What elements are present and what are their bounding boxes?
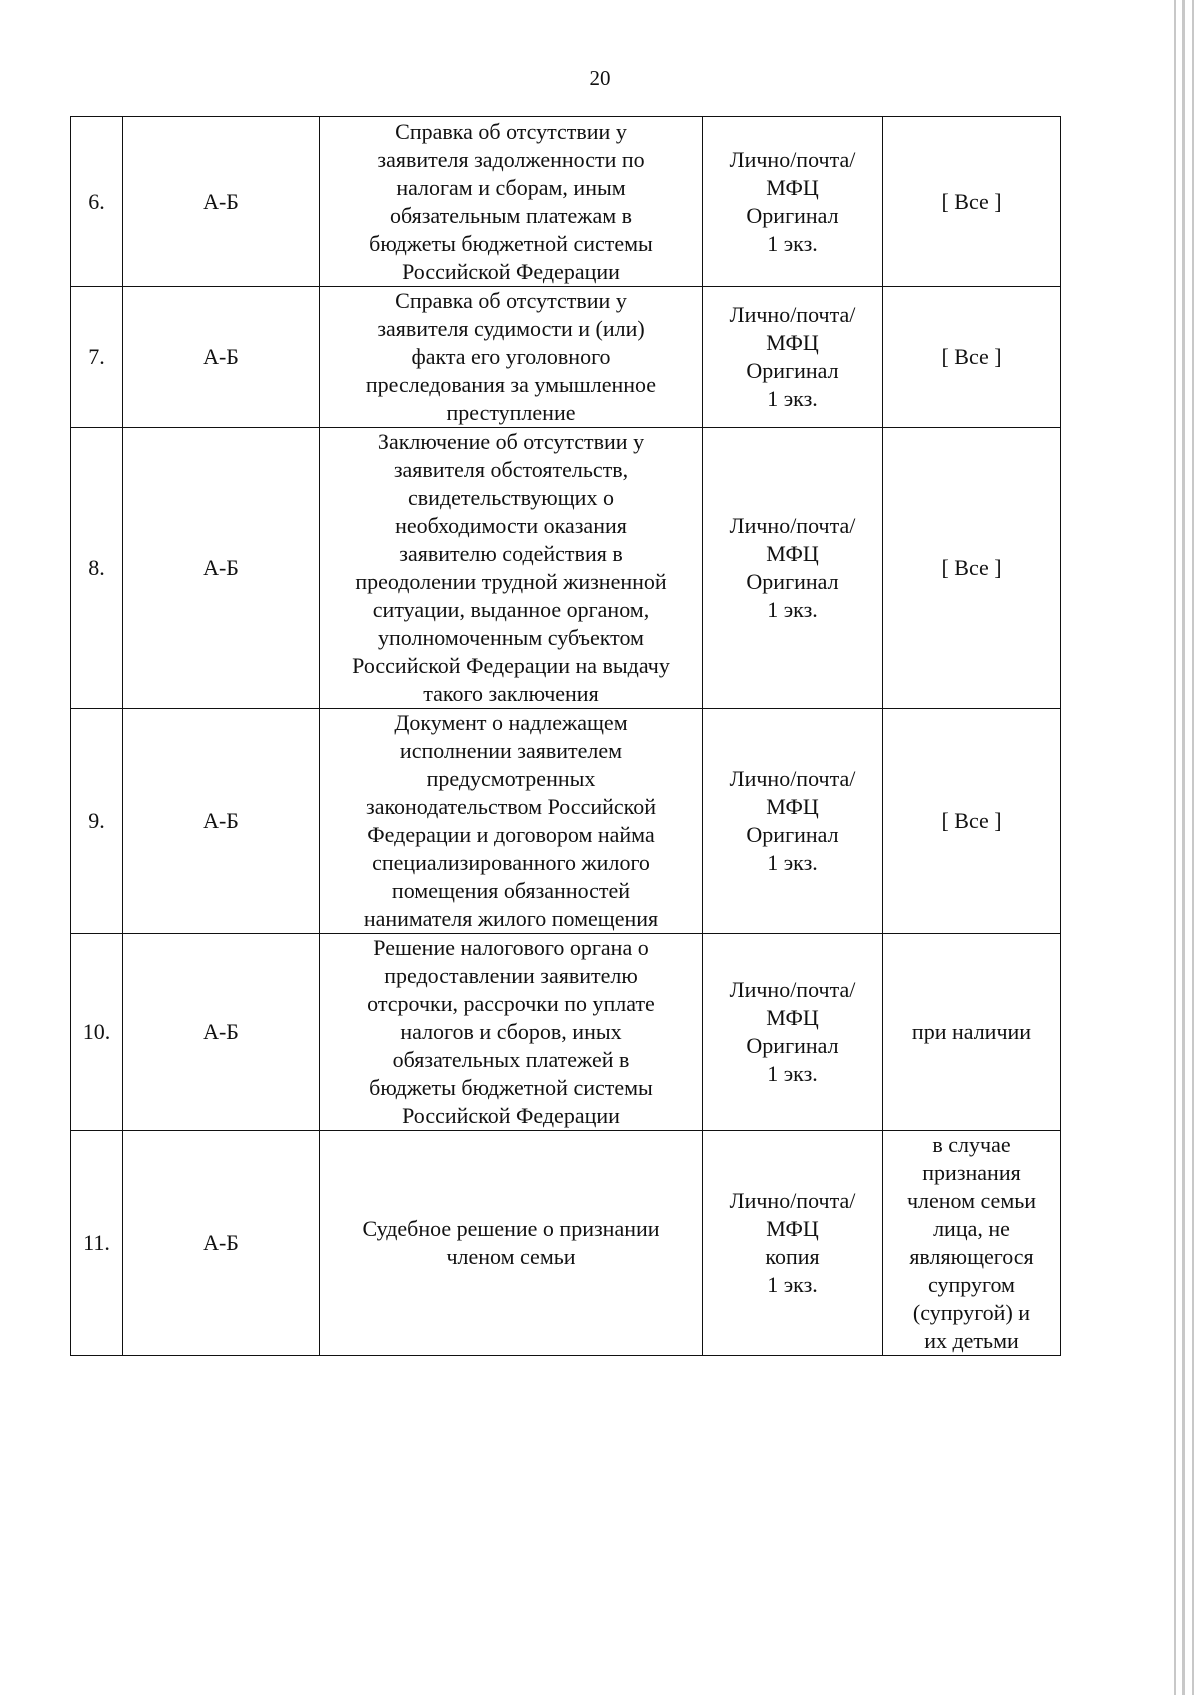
submission-method-cell: Лично/почта/ МФЦ Оригинал 1 экз. [703, 428, 883, 709]
table-row [71, 934, 1061, 1131]
document-name-cell: Решение налогового органа о предоставлении заявителю отсрочки, рассрочки по уплате налогов и сборов, иных обязательных платежей в бюджеты бюджетной системы Российской Федерации [320, 934, 703, 1131]
applicant-group-cell: А-Б [123, 934, 320, 1131]
condition-cell: [ Все ] [883, 709, 1061, 934]
submission-method-cell: Лично/почта/ МФЦ Оригинал 1 экз. [703, 709, 883, 934]
documents-table [70, 116, 1061, 1356]
document-name-cell: Справка об отсутствии у заявителя задолженности по налогам и сборам, иным обязательным платежам в бюджеты бюджетной системы Российской Федерации [320, 117, 703, 287]
condition-cell: [ Все ] [883, 428, 1061, 709]
table-row [71, 1131, 1061, 1356]
applicant-group-cell: А-Б [123, 709, 320, 934]
submission-method-cell: Лично/почта/ МФЦ копия 1 экз. [703, 1131, 883, 1356]
submission-method-cell: Лично/почта/ МФЦ Оригинал 1 экз. [703, 117, 883, 287]
submission-method-cell: Лично/почта/ МФЦ Оригинал 1 экз. [703, 934, 883, 1131]
table-row [71, 287, 1061, 428]
page-number: 20 [589, 66, 611, 90]
table-row [71, 428, 1061, 709]
condition-cell: [ Все ] [883, 117, 1061, 287]
applicant-group-cell: А-Б [123, 287, 320, 428]
row-number-cell: 11. [71, 1131, 123, 1356]
applicant-group-cell: А-Б [123, 1131, 320, 1356]
scan-edge-lines [1170, 0, 1200, 1695]
document-name-cell: Судебное решение о признании членом семьи [320, 1131, 703, 1356]
row-number-cell: 10. [71, 934, 123, 1131]
applicant-group-cell: А-Б [123, 117, 320, 287]
document-name-cell: Заключение об отсутствии у заявителя обстоятельств, свидетельствующих о необходимости оказания заявителю содействия в преодолении трудной жизненной ситуации, выданное органом, уполномоченным субъектом Российской Федерации на выдачу такого заключения [320, 428, 703, 709]
row-number-cell: 9. [71, 709, 123, 934]
row-number-cell: 6. [71, 117, 123, 287]
submission-method-cell: Лично/почта/ МФЦ Оригинал 1 экз. [703, 287, 883, 428]
document-name-cell: Справка об отсутствии у заявителя судимости и (или) факта его уголовного преследования за умышленное преступление [320, 287, 703, 428]
row-number-cell: 8. [71, 428, 123, 709]
table-row [71, 709, 1061, 934]
condition-cell: [ Все ] [883, 287, 1061, 428]
document-name-cell: Документ о надлежащем исполнении заявителем предусмотренных законодательством Российской Федерации и договором найма специализированного жилого помещения обязанностей нанимателя жилого помещения [320, 709, 703, 934]
condition-cell: в случае признания членом семьи лица, не являющегося супругом (супругой) и их детьми [883, 1131, 1061, 1356]
table-row [71, 117, 1061, 287]
applicant-group-cell: А-Б [123, 428, 320, 709]
row-number-cell: 7. [71, 287, 123, 428]
condition-cell: при наличии [883, 934, 1061, 1131]
